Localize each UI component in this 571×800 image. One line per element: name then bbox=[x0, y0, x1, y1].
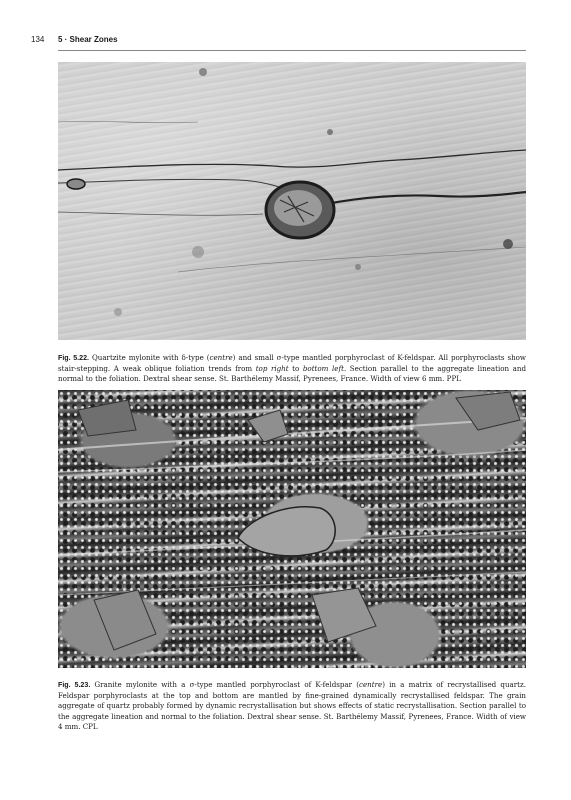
figure-label: Fig. 5.22. bbox=[58, 354, 90, 363]
figure-caption-5-22 bbox=[58, 353, 526, 385]
caption-text: . Section parallel to the aggregate lineation and normal to the foliation. Dextral shear sense. St. Barthélemy Massif, Pyrenees, France. Width of view 6 mm. PPL bbox=[58, 363, 526, 384]
micrograph-granite-mylonite bbox=[58, 390, 526, 668]
figure-caption-5-23 bbox=[58, 680, 526, 733]
micrograph-cpl-drawing bbox=[58, 390, 526, 668]
page-number: 134 bbox=[31, 35, 45, 44]
caption-text: ) and small σ-type mantled porphyroclast of K-feldspar. All porphyroclasts show stair-stepping. A weak oblique foliation trends from bbox=[58, 353, 527, 373]
caption-emphasis: top right bbox=[255, 363, 289, 373]
caption-text: to bbox=[288, 363, 303, 373]
running-section-title: 5 · Shear Zones bbox=[58, 35, 118, 44]
caption-text: Quartzite mylonite with δ-type ( bbox=[89, 353, 210, 363]
caption-text: ) in a matrix of recrystallised quartz. Feldspar porphyroclasts at the top and bottom are mantled by fine-grained dynamically recrystallised feldspar. The grain aggregate of quartz probably formed by dynamic recrystallisation but shows effects of static recrystallisation. Section parallel to the aggregate lineation and normal to the foliation. Dextral shear sense. St. Barthélemy Massif, Pyrenees, France. Width of view 4 mm. CPL bbox=[58, 680, 526, 732]
page-header bbox=[0, 33, 571, 47]
header-divider bbox=[58, 50, 526, 51]
caption-emphasis: centre bbox=[209, 353, 233, 363]
micrograph-ppl-drawing bbox=[58, 62, 526, 340]
caption-emphasis: centre bbox=[359, 680, 383, 690]
figure-label: Fig. 5.23. bbox=[58, 681, 91, 690]
micrograph-quartzite-mylonite bbox=[58, 62, 526, 340]
caption-text: Granite mylonite with a σ-type mantled porphyroclast of K-feldspar ( bbox=[90, 680, 359, 690]
caption-emphasis: bottom left bbox=[302, 363, 344, 373]
